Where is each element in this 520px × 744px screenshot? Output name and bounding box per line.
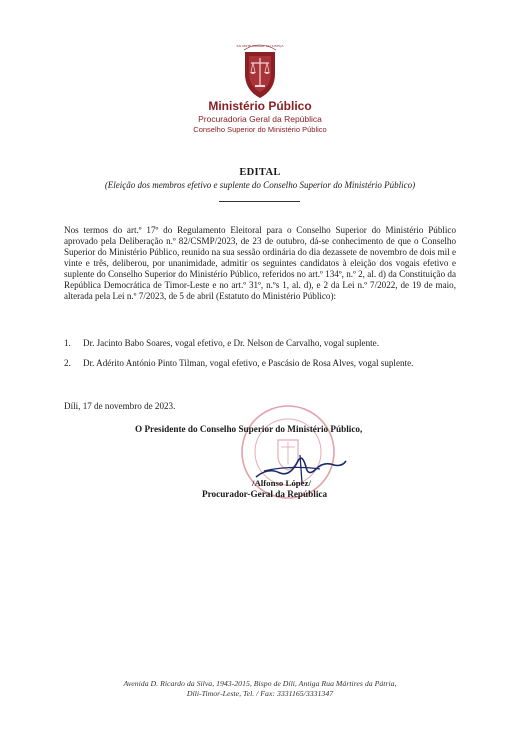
list-item-text: Dr. Adérito António Pinto Tilman, vogal efetivo, e Pascásio de Rosa Alves, vogal suplente. bbox=[83, 358, 414, 368]
footer-line-1: Avenida D. Ricardo da Silva, 1943-2015, Bispo de Díli, Antiga Rua Mártires da Pátria, bbox=[123, 679, 397, 688]
footer-line-2: Díli-Timor-Leste, Tel. / Fax: 3331165/3331347 bbox=[186, 689, 334, 698]
footer-address bbox=[0, 679, 520, 699]
body-paragraph: Nos termos do art.º 17º do Regulamento Eleitoral para o Conselho Superior do Ministério Público aprovado pela Deliberação n.º 82/CSMP/2023, de 23 de outubro, dá-se conhecimento de que o Conselho Superior do Ministério Público, reunido na sua sessão ordinária do dia dezassete de novembro de dois mil e vinte e três, deliberou, por unanimidade, admitir os seguintes candidatos à eleição dos vogais efetivo e suplente do Conselho Superior do Ministério Público, referidos no art.º 134º, n.º 2, al. d) da Constituição da República Democrática de Timor-Leste e no art.º 31º, n.ºs 1, al. d), e 2 da Lei n.º 7/2022, de 19 de maio, alterada pela Lei n.º 7/2023, de 5 de abril (Estatuto do Ministério Público): bbox=[64, 225, 456, 301]
signer-role: Procurador-Geral da República bbox=[202, 489, 328, 499]
document-subtitle: (Eleição dos membros efetivo e suplente do Conselho Superior do Ministério Público) bbox=[104, 180, 416, 190]
place-date: Díli, 17 de novembro de 2023. bbox=[64, 401, 176, 411]
organization-name: Ministério Público bbox=[208, 99, 312, 113]
list-item-number: 2. bbox=[64, 358, 71, 368]
list-item bbox=[64, 358, 456, 369]
list-item-text: Dr. Jacinto Babo Soares, vogal efetivo, e Dr. Nelson de Carvalho, vogal suplente. bbox=[83, 338, 379, 348]
title-divider bbox=[219, 201, 300, 202]
president-line: O Presidente do Conselho Superior do Ministério Público, bbox=[135, 424, 363, 434]
document-title: EDITAL bbox=[239, 167, 281, 178]
logo-motto: SAI MOTE HAMARE KAI JUSTIÇA bbox=[236, 44, 284, 48]
list-item-number: 1. bbox=[64, 338, 71, 348]
list-item bbox=[64, 338, 456, 349]
office-name: Procuradoria Geral da República bbox=[198, 114, 322, 124]
council-name: Conselho Superior do Ministério Público bbox=[193, 125, 327, 134]
candidate-list bbox=[64, 338, 456, 378]
ministerio-publico-logo-icon bbox=[235, 36, 285, 100]
signer-name: /Alfonso López/ bbox=[252, 478, 311, 488]
